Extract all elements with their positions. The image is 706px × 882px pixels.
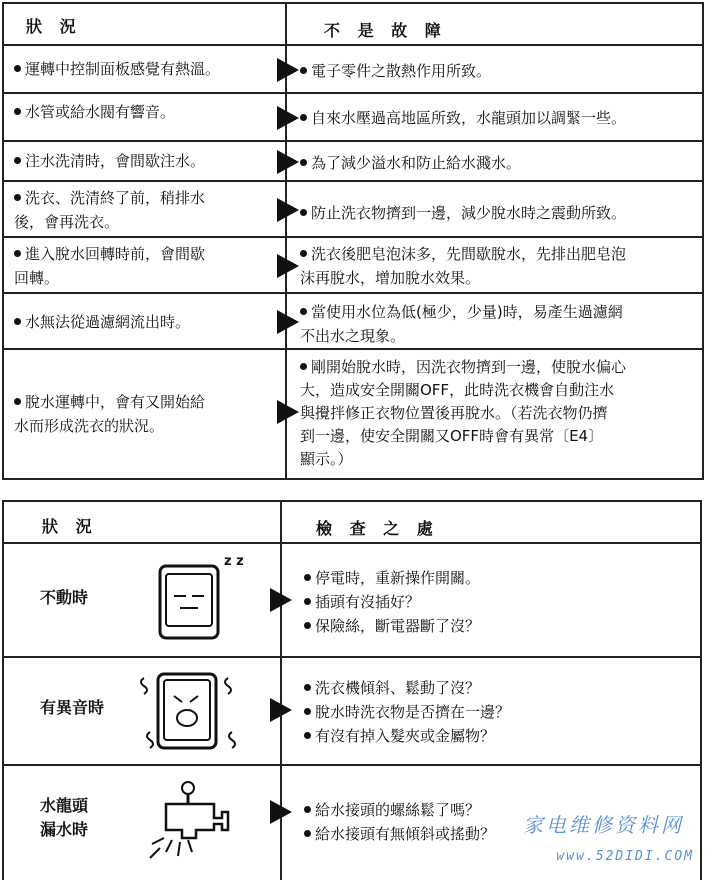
bullet-icon (300, 209, 307, 216)
check-item: 保險絲，斷電器斷了沒？ (304, 614, 480, 638)
reason-cell: 洗衣後肥皂泡沫多，先間歇脫水，先排出肥皂泡 沫再脫水，增加脫水效果。 (300, 245, 627, 287)
bullet-icon (300, 114, 307, 121)
bullet-icon (14, 250, 21, 257)
arrow-right-icon (277, 150, 299, 174)
bullet-icon (300, 250, 307, 257)
bullet-icon (300, 67, 307, 74)
status-cell: 進入脫水回轉時前，會間歇 回轉。 (14, 245, 206, 287)
bullet-icon (304, 806, 311, 813)
arrow-right-icon (270, 588, 292, 612)
sleeping-machine-icon (154, 558, 250, 644)
table-row (4, 182, 702, 238)
table-row (4, 238, 702, 294)
zzz-text: z z (224, 554, 244, 569)
bullet-icon (304, 622, 311, 629)
reason-cell: 自來水壓過高地區所致，水龍頭加以調緊一些。 (300, 106, 692, 130)
table-row (4, 46, 702, 94)
bullet-icon (304, 598, 311, 605)
bullet-icon (14, 157, 21, 164)
check-item: 插頭有沒插好？ (304, 590, 480, 614)
table-row (4, 350, 702, 478)
arrow-right-icon (277, 198, 299, 222)
status-cell: 水無法從過濾網流出時。 (14, 310, 262, 334)
bullet-icon (14, 65, 21, 72)
check-list (304, 566, 480, 638)
table2-header-row (4, 502, 700, 544)
arrow-right-icon (270, 800, 292, 824)
check-item: 給水接頭的螺絲鬆了嗎？ (304, 798, 495, 822)
check-item: 給水接頭有無傾斜或搖動？ (304, 822, 495, 846)
status-cell: 水管或給水閥有響音。 (14, 100, 262, 124)
status-cell: 注水洗清時，會間歇注水。 (14, 149, 262, 173)
table2-header-status: 狀 況 (42, 517, 98, 536)
status-abnormal-noise: 有異音時 (40, 698, 105, 717)
shaking-machine-icon (136, 664, 244, 760)
status-cell: 運轉中控制面板感覺有熱溫。 (14, 57, 262, 81)
reason-cell: 剛開始脫水時，因洗衣物擠到一邊，使脫水偏心 大，造成安全開關OFF，此時洗衣機會自動注水 與攪拌修正衣物位置後再脫水。（若洗衣物仍擠 到一邊，使安全開關又OFF時會有異常〔E4〕 顯示。） (300, 358, 627, 468)
table-row (4, 544, 700, 658)
bullet-icon (300, 308, 307, 315)
table-row (4, 294, 702, 350)
reason-cell: 當使用水位為低(極少，少量)時，易產生過濾網 不出水之現象。 (300, 303, 623, 345)
status-not-working: 不動時 (40, 588, 89, 607)
check-list (304, 798, 495, 846)
arrow-right-icon (277, 106, 299, 130)
watermark-title: 家电维修资料网 (523, 813, 684, 837)
watermark-url: www.52DIDI.COM (556, 849, 694, 864)
reason-cell: 電子零件之散熱作用所致。 (300, 59, 692, 83)
check-list (304, 676, 510, 748)
reason-cell: 為了減少溢水和防止給水濺水。 (300, 151, 692, 175)
leaking-faucet-icon (136, 778, 236, 868)
table1-header-status: 狀 況 (26, 17, 82, 36)
table1-header-not-fault: 不 是 故 障 (324, 21, 447, 40)
status-cell: 脫水運轉中，會有又開始給 水而形成洗衣的狀況。 (14, 393, 206, 435)
table1-header-row (4, 4, 702, 46)
bullet-icon (304, 708, 311, 715)
table-row (4, 94, 702, 142)
bullet-icon (300, 363, 307, 370)
bullet-icon (304, 574, 311, 581)
table2-header-check: 檢 查 之 處 (316, 519, 439, 538)
check-item: 有沒有掉入髮夾或金屬物？ (304, 724, 510, 748)
bullet-icon (300, 159, 307, 166)
bullet-icon (14, 194, 21, 201)
check-item: 脫水時洗衣物是否擠在一邊？ (304, 700, 510, 724)
arrow-right-icon (270, 698, 292, 722)
reason-cell: 防止洗衣物擠到一邊，減少脫水時之震動所致。 (300, 201, 692, 225)
arrow-right-icon (277, 58, 299, 82)
bullet-icon (304, 732, 311, 739)
arrow-right-icon (277, 310, 299, 334)
bullet-icon (304, 830, 311, 837)
arrow-right-icon (277, 400, 299, 424)
bullet-icon (14, 108, 21, 115)
status-cell: 洗衣、洗清終了前，稍排水 後，會再洗衣。 (14, 189, 206, 231)
status-faucet-leak: 水龍頭 漏水時 (40, 796, 89, 839)
table-row (4, 658, 700, 766)
bullet-icon (14, 318, 21, 325)
check-item: 洗衣機傾斜、鬆動了沒？ (304, 676, 510, 700)
bullet-icon (304, 684, 311, 691)
table-row (4, 142, 702, 182)
not-a-fault-table (2, 2, 704, 480)
bullet-icon (14, 398, 21, 405)
arrow-right-icon (277, 254, 299, 278)
check-item: 停電時，重新操作開關。 (304, 566, 480, 590)
